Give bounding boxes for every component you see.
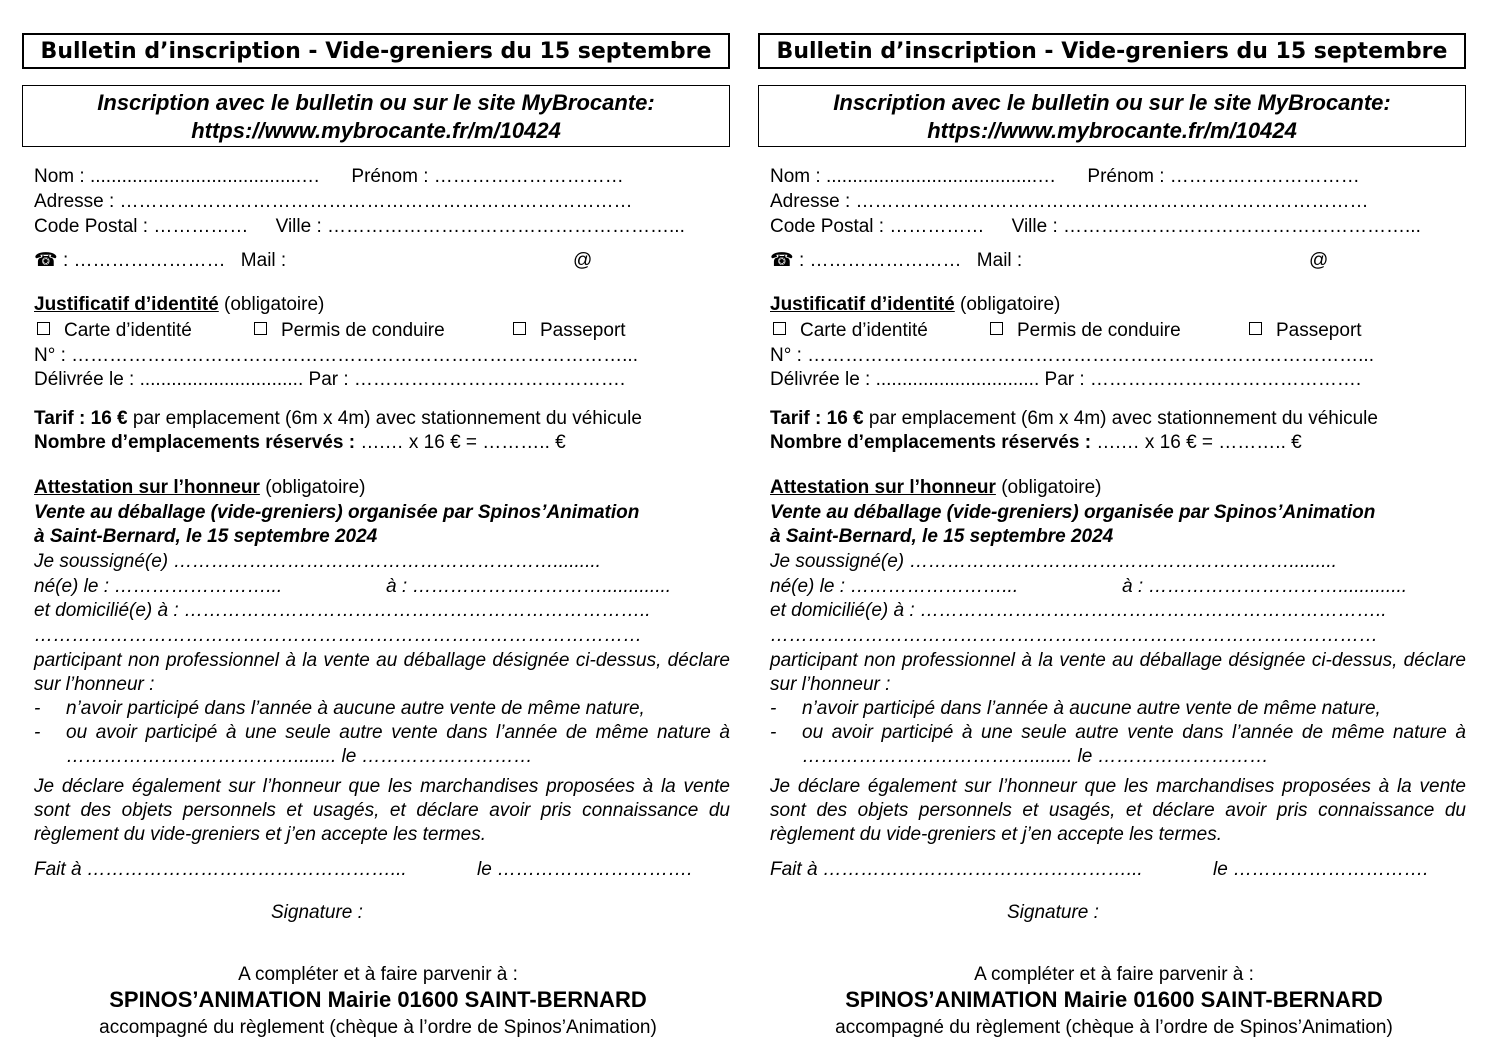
adresse-dots-field[interactable]: ……………………………………………………………………………………	[34, 625, 642, 646]
bullet-1-text: n’avoir participé dans l’année à aucune autre vente de même nature,	[802, 698, 1381, 719]
mailing-address: SPINOS’ANIMATION Mairie 01600 SAINT-BERNARD	[845, 987, 1383, 1012]
fait-a-field[interactable]: Fait à …………………………………………...	[770, 859, 1143, 880]
bullet-2	[770, 721, 1466, 769]
checkbox-icon	[1249, 322, 1262, 335]
subtitle-line1: Inscription avec le bulletin ou sur le site MyBrocante:	[97, 90, 655, 115]
prenom-field[interactable]: Prénom : …………………………	[351, 166, 624, 187]
phone-icon: ☎	[34, 250, 58, 271]
justif-title: Justificatif d’identité	[34, 294, 219, 315]
nombre-line	[34, 431, 730, 455]
nombre-field[interactable]: ….… x 16 € = ……….. €	[1096, 432, 1302, 453]
phone-mail-row	[34, 249, 730, 273]
participant-text: participant non professionnel à la vente au déballage désignée ci-dessus, déclare sur l’honneur :	[34, 650, 730, 695]
completer-text: A compléter et à faire parvenir à :	[974, 964, 1254, 985]
nom-row	[34, 165, 730, 189]
bullet-dash: -	[770, 698, 777, 719]
bullet-1	[34, 697, 730, 721]
tarif-label: Tarif : 16 €	[34, 408, 128, 429]
numero-field[interactable]: N° : ……………………………………………………………………………...	[770, 345, 1374, 366]
soussigne-field[interactable]: Je soussigné(e) …………………………………………………….........	[770, 551, 1337, 572]
bullet-dash: -	[34, 698, 41, 719]
ville-field[interactable]: Ville : ………………………………………………...	[1011, 216, 1421, 237]
nombre-label: Nombre d’emplacements réservés :	[34, 432, 356, 453]
checkbox-carte-label: Carte d’identité	[64, 320, 192, 341]
fait-row	[34, 858, 730, 882]
nom-field[interactable]: Nom : ........................................…	[34, 166, 321, 187]
numero-field[interactable]: N° : ……………………………………………………………………………...	[34, 345, 638, 366]
checkbox-icon	[254, 322, 267, 335]
registration-form-right	[758, 0, 1470, 1058]
phone-mail-row	[770, 249, 1466, 273]
checkbox-permis[interactable]	[254, 319, 445, 343]
checkbox-carte[interactable]	[37, 319, 192, 343]
justif-required: (obligatoire)	[224, 294, 325, 315]
naissance-row	[770, 575, 1466, 599]
tarif-text: par emplacement (6m x 4m) avec stationnement du véhicule	[132, 408, 642, 429]
phone-icon: ☎	[770, 250, 794, 271]
nele-field[interactable]: né(e) le : ……………………...	[770, 576, 1019, 597]
domicilie-field[interactable]: et domicilié(e) à : ………………………………………………………………..	[770, 600, 1387, 621]
nombre-label: Nombre d’emplacements réservés :	[770, 432, 1092, 453]
justif-title: Justificatif d’identité	[770, 294, 955, 315]
cp-ville-row	[770, 215, 1466, 239]
accompagne-text: accompagné du règlement (chèque à l’ordre de Spinos’Animation)	[835, 1017, 1393, 1038]
attest-heading	[770, 476, 1466, 500]
mailing-address: SPINOS’ANIMATION Mairie 01600 SAINT-BERNARD	[109, 987, 647, 1012]
tarif-text: par emplacement (6m x 4m) avec stationnement du véhicule	[868, 408, 1378, 429]
form-subtitle	[22, 85, 730, 147]
tarif-label: Tarif : 16 €	[770, 408, 864, 429]
justif-heading	[34, 293, 730, 317]
domicilie-field[interactable]: et domicilié(e) à : ………………………………………………………………..	[34, 600, 651, 621]
fait-a-field[interactable]: Fait à …………………………………………...	[34, 859, 407, 880]
checkbox-icon	[990, 322, 1003, 335]
signature-label: Signature :	[271, 902, 363, 923]
attest-title: Attestation sur l’honneur	[770, 477, 996, 498]
adresse-field[interactable]: Adresse : ………………………………………………………………………	[770, 191, 1369, 212]
attest-required: (obligatoire)	[1001, 477, 1102, 498]
checkbox-passeport[interactable]	[1249, 319, 1362, 343]
checkbox-icon	[37, 322, 50, 335]
mail-at[interactable]: @	[573, 250, 593, 271]
justif-required: (obligatoire)	[960, 294, 1061, 315]
soussigne-field[interactable]: Je soussigné(e) …………………………………………………….........	[34, 551, 601, 572]
adresse-field[interactable]: Adresse : ………………………………………………………………………	[34, 191, 633, 212]
checkbox-permis[interactable]	[990, 319, 1181, 343]
code-postal-field[interactable]: Code Postal : ……………	[34, 216, 249, 237]
attest-title: Attestation sur l’honneur	[34, 477, 260, 498]
completer-text: A compléter et à faire parvenir à :	[238, 964, 518, 985]
prenom-field[interactable]: Prénom : …………………………	[1087, 166, 1360, 187]
checkbox-permis-label: Permis de conduire	[281, 320, 445, 341]
nombre-line	[770, 431, 1466, 455]
delivree-field[interactable]: Délivrée le : ...............................	[34, 369, 304, 390]
declare-text: Je déclare également sur l’honneur que les marchandises proposées à la vente sont des objets personnels et usagés, et déclare avoir pris connaissance du règlement du vide-greniers et j’en accepte les termes.	[770, 776, 1466, 845]
registration-form-left	[22, 0, 734, 1058]
nom-field[interactable]: Nom : ........................................…	[770, 166, 1057, 187]
vente-line2: à Saint-Bernard, le 15 septembre 2024	[34, 526, 378, 547]
cp-ville-row	[34, 215, 730, 239]
par-field[interactable]: Par : …………………………………….	[308, 369, 626, 390]
nom-row	[770, 165, 1466, 189]
signature-label: Signature :	[1007, 902, 1099, 923]
bullet-1-text: n’avoir participé dans l’année à aucune autre vente de même nature,	[66, 698, 645, 719]
fait-row	[770, 858, 1466, 882]
form-title: Bulletin d’inscription - Vide-greniers du 15 septembre	[22, 33, 730, 69]
mail-label: Mail :	[240, 250, 287, 271]
delivree-row	[770, 368, 1466, 392]
mail-label: Mail :	[976, 250, 1023, 271]
form-subtitle	[758, 85, 1466, 147]
mail-at[interactable]: @	[1309, 250, 1329, 271]
attest-heading	[34, 476, 730, 500]
checkbox-permis-label: Permis de conduire	[1017, 320, 1181, 341]
phone-field[interactable]: : ……………………	[62, 250, 226, 271]
justif-heading	[770, 293, 1466, 317]
par-field[interactable]: Par : …………………………………….	[1044, 369, 1362, 390]
bullet-2-text[interactable]: ou avoir participé à une seule autre vente dans l’année de même nature à ………………………………........ le ………………………	[66, 722, 730, 767]
checkbox-carte[interactable]	[773, 319, 928, 343]
code-postal-field[interactable]: Code Postal : ……………	[770, 216, 985, 237]
checkbox-icon	[513, 322, 526, 335]
checkbox-icon	[773, 322, 786, 335]
form-title: Bulletin d’inscription - Vide-greniers du 15 septembre	[758, 33, 1466, 69]
bullet-2	[34, 721, 730, 769]
fait-le-field[interactable]: le ………………………….	[1213, 859, 1429, 880]
bullet-1	[770, 697, 1466, 721]
website-link[interactable]: https://www.mybrocante.fr/m/10424	[927, 118, 1297, 143]
adresse-dots-field[interactable]: ……………………………………………………………………………………	[770, 625, 1378, 646]
nombre-field[interactable]: ….… x 16 € = ……….. €	[360, 432, 566, 453]
checkbox-passeport-label: Passeport	[1276, 320, 1362, 341]
tarif-line	[34, 407, 730, 431]
naissance-row	[34, 575, 730, 599]
phone-field[interactable]: : ……………………	[798, 250, 962, 271]
bullet-dash: -	[34, 722, 41, 743]
website-link[interactable]: https://www.mybrocante.fr/m/10424	[191, 118, 561, 143]
delivree-row	[34, 368, 730, 392]
delivree-field[interactable]: Délivrée le : ...............................	[770, 369, 1040, 390]
vente-line1: Vente au déballage (vide-greniers) organisée par Spinos’Animation	[34, 502, 640, 523]
declare-text: Je déclare également sur l’honneur que les marchandises proposées à la vente sont des objets personnels et usagés, et déclare avoir pris connaissance du règlement du vide-greniers et j’en accepte les termes.	[34, 776, 730, 845]
checkbox-passeport[interactable]	[513, 319, 626, 343]
accompagne-text: accompagné du règlement (chèque à l’ordre de Spinos’Animation)	[99, 1017, 657, 1038]
attest-required: (obligatoire)	[265, 477, 366, 498]
checkbox-carte-label: Carte d’identité	[800, 320, 928, 341]
nele-field[interactable]: né(e) le : ……………………...	[34, 576, 283, 597]
bullet-dash: -	[770, 722, 777, 743]
checkbox-passeport-label: Passeport	[540, 320, 626, 341]
nea-field[interactable]: à : ………………………….............	[1122, 576, 1408, 597]
vente-line2: à Saint-Bernard, le 15 septembre 2024	[770, 526, 1114, 547]
fait-le-field[interactable]: le ………………………….	[477, 859, 693, 880]
nea-field[interactable]: à : ………………………….............	[386, 576, 672, 597]
subtitle-line1: Inscription avec le bulletin ou sur le site MyBrocante:	[833, 90, 1391, 115]
participant-text: participant non professionnel à la vente au déballage désignée ci-dessus, déclare sur l’honneur :	[770, 650, 1466, 695]
tarif-line	[770, 407, 1466, 431]
vente-line1: Vente au déballage (vide-greniers) organisée par Spinos’Animation	[770, 502, 1376, 523]
ville-field[interactable]: Ville : ………………………………………………...	[275, 216, 685, 237]
bullet-2-text[interactable]: ou avoir participé à une seule autre vente dans l’année de même nature à ………………………………........ le ………………………	[802, 722, 1466, 767]
